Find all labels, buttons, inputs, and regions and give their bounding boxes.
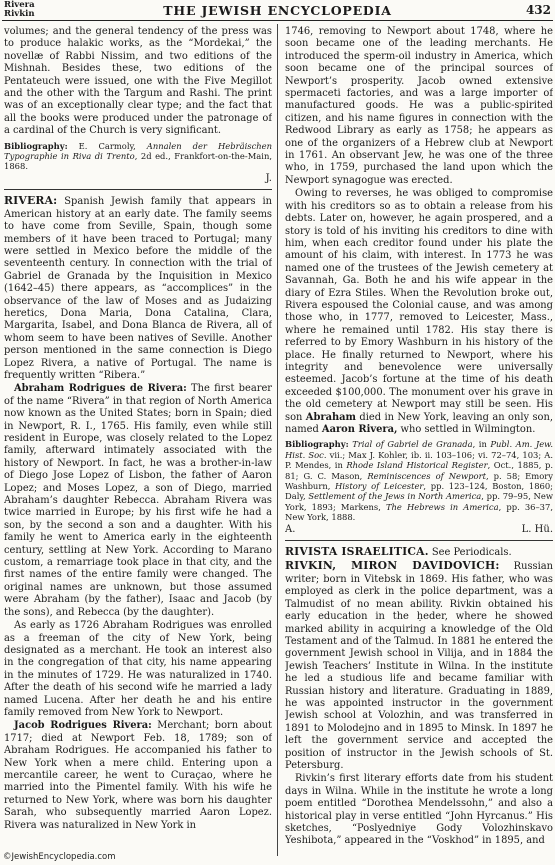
- entry-rivkin: RIVKIN, MIRON DAVIDOVICH: Russian writer; born in Vitebsk in 1869. His father, who was employed as clerk in the police department, was a Talmudist of no mean ability. Rivkin obtained his early education in the ḥeder, where he showed marked ability in acquiring a knowledge of the Old Testament and of the Talmud. In 1881 he entered the government Jewish school in Vilija, and in 1884 the Jewish Teachers’ Institute in Wilna. In the institute he led a studious life and became familiar with Russian history and literature. Graduating in 1889, he was appointed instructor in the government Jewish school at Volozhin, and was transferred in 1891 to Molodejno and in 1895 to Minsk. In 1897 he left the government service and accepted the position of instructor in the Jewish schools of St. Petersburg.: [285, 559, 553, 771]
- paragraph: 1746, removing to Newport about 1748, where he soon became one of the leading merchants. He introduced the sperm-oil industry in America, which soon became one of the principal sources of Newport’s prosperity. Jacob owned extensive spermaceti factories, and was a large importer of manufactured goods. He was a public-spirited citizen, and his name figures in connection with the Redwood Library as early as 1758; he appears as one of the organizers of a Hebrew club at Newport in 1761. An observant Jew, he was one of the three who, in 1759, purchased the land upon which the Newport synagogue was erected.: [285, 26, 553, 186]
- entry-rivera: RIVERA: Spanish Jewish family that appears in American history at an early date. The family seems to have come from Seville, Spain, though some members of it have been traced to Portugal; many were settled in Mexico before the middle of the seventeenth century. In connection with the trial of Gabriel de Granada by the Inquisition in Mexico (1642–45) there appears, as “accomplices” in the observance of the law of Moses and as Judaizing heretics, Dona Maria, Dona Catalina, Clara, Margarita, Isabel, and Dona Blanca de Rivera, all of whom seem to have been natives of Seville. Another person mentioned in the same connection is Diego Lopez Rivera, a native of Portugal. The name is frequently written “Ribera.”: [4, 194, 272, 381]
- page-header: [0, 0, 555, 20]
- entry-rivista-israelitica: [285, 546, 553, 559]
- bibliography-label: Bibliography:: [4, 140, 68, 151]
- paragraph: Rivkin’s first literary efforts date from his student days in Wilna. While in the institute he wrote a long poem entitled “Dorothea Mendelssohn,” and also a historical play in verse entitled “John Hyrcanus.” His sketches, “Poslyedniye Gody Volozhinskavo Yeshibota,” appeared in the “Voskhod” in 1895, and: [285, 773, 553, 847]
- right-column: [285, 26, 553, 856]
- left-column: [4, 26, 272, 856]
- page-number: 432: [525, 3, 551, 17]
- person-name: Aaron Rivera,: [321, 424, 398, 435]
- entry-separator: [285, 540, 553, 541]
- entry-separator: [4, 189, 272, 190]
- entry-headword: RIVKIN, MIRON DAVIDOVICH:: [285, 559, 500, 573]
- paragraph: volumes; and the general tendency of the press was to produce halakic works, as the “Mordekai,” the novellæ of Rabbi Nissim, and two editions of the Mishnah. Besides these, two editions of the Pentateuch were issued, one with the Five Megillot and the other with the Targum and Rashi. The print was of an exceptionally clear type; and the fact that all the books were produced under the patronage of a cardinal of the Church is very significant.: [4, 26, 272, 137]
- cross-reference: See Periodicals.: [428, 547, 512, 559]
- header-rule: [2, 20, 553, 21]
- cited-title: Annalen der Hebräischen Typographie in Riva di Trento: [4, 140, 272, 162]
- subentry-abraham-rodrigues: Abraham Rodrigues de Rivera: The first bearer of the name “Rivera” in that region of North America now known as the United States; born in Spain; died in Newport, R. I., 1765. His family, even while still resident in Europe, was closely related to the Lopez family, afterward intimately associated with the history of Newport. In fact, he was a brother-in-law of Diego Jose Lopez of Lisbon, the father of Aaron Lopez; and Moses Lopez, a son of Diego, married Abraham’s daughter Rebecca. Abraham Rivera was twice married in Europe; by his first wife he had a son, by the second a son and a daughter. With his family he went to America early in the eighteenth century, settling at New York. According to Marano custom, a remarriage took place in that city, and the first names of the entire family were changed. The original names are unknown, but those assumed were Abraham (by the father), Isaac and Jacob (by the sons), and Rebecca (by the daughter).: [4, 383, 272, 618]
- paragraph: As early as 1726 Abraham Rodrigues was enrolled as a freeman of the city of New York, being designated as a merchant. He took an interest also in the congregation of that city, his name appearing in the minutes of 1729. He was naturalized in 1740. After the death of his second wife he married a lady named Lucena. After her death he and his entire family removed from New York to Newport.: [4, 620, 272, 718]
- column-divider: [277, 24, 278, 856]
- author-signature: L. Hü.: [521, 523, 553, 535]
- copyright-watermark: ©JewishEncyclopedia.com: [3, 852, 116, 862]
- person-name: Abraham: [305, 411, 356, 423]
- bibliography: Bibliography: E. Carmoly, Annalen der Hebräischen Typographie in Riva di Trento, 2d ed., Frankfort-on-the-Main, 1868.: [4, 140, 272, 172]
- author-signatures: [285, 524, 553, 536]
- entry-headword: RIVERA:: [4, 194, 58, 208]
- author-signature: A.: [285, 523, 296, 535]
- subentry-jacob-rodrigues: Jacob Rodrigues Rivera: Merchant; born about 1717; died at Newport Feb. 18, 1789; son of Abraham Rodrigues. He accompanied his father to New York when a mere child. Entering upon a mercantile career, he went to Curaçao, where he married into the Pimentel family. With his wife he returned to New York, where was born his daughter Sarah, who subsequently married Aaron Lopez. Rivera was naturalized in New York in: [4, 720, 272, 831]
- subentry-heading: Abraham Rodrigues de Rivera:: [14, 383, 187, 395]
- running-head-first-entry: Rivera: [4, 0, 35, 10]
- publication-title: THE JEWISH ENCYCLOPEDIA: [163, 3, 392, 18]
- entry-headword: RIVISTA ISRAELITICA.: [285, 545, 429, 559]
- paragraph: Owing to reverses, he was obliged to compromise with his creditors so as to obtain a release from his debts. Later on, however, he again prospered, and a story is told of his inviting his creditors to dine with him, when each creditor found under his plate the amount of his claim, with interest. In 1773 he was named one of the trustees of the Jewish cemetery at Savannah, Ga. Both he and his wife appear in the diary of Ezra Stiles. When the Revolution broke out, Rivera espoused the Colonial cause, and was among those who, in 1777, removed to Leicester, Mass., where he remained until 1782. His stay there is referred to by Emory Washburn in his history of the place. He finally returned to Newport, where his integrity and benevolence were universally esteemed. Jacob’s fortune at the time of his death exceeded $100,000. The monument over his grave in the old cemetery at Newport may still be seen. His son Abraham died in New York, leaving an only son, named Aaron Rivera, who settled in Wilmington.: [285, 188, 553, 435]
- running-head-last-entry: Rivkin: [4, 8, 35, 19]
- subentry-heading: Jacob Rodrigues Rivera:: [14, 720, 152, 732]
- bibliography: Bibliography: Trial of Gabriel de Granada, in Publ. Am. Jew. Hist. Soc. vii.; Max J. Kohler, ib. ii. 103–106; vi. 72–74, 103; A. P. Mendes, in Rhode Island Historical Register, Oct., 1885, p. 81; G. C. Mason, Reminiscences of Newport, p. 58; Emory Washburn, History of Leicester, pp. 123–124, Boston, 1860; Daly, Settlement of the Jews in North America, pp. 79–95, New York, 1893; Markens, The Hebrews in America, pp. 36–37, New York, 1888.: [285, 439, 553, 523]
- author-signature: J.: [265, 172, 272, 184]
- bibliography-label: Bibliography:: [285, 439, 349, 450]
